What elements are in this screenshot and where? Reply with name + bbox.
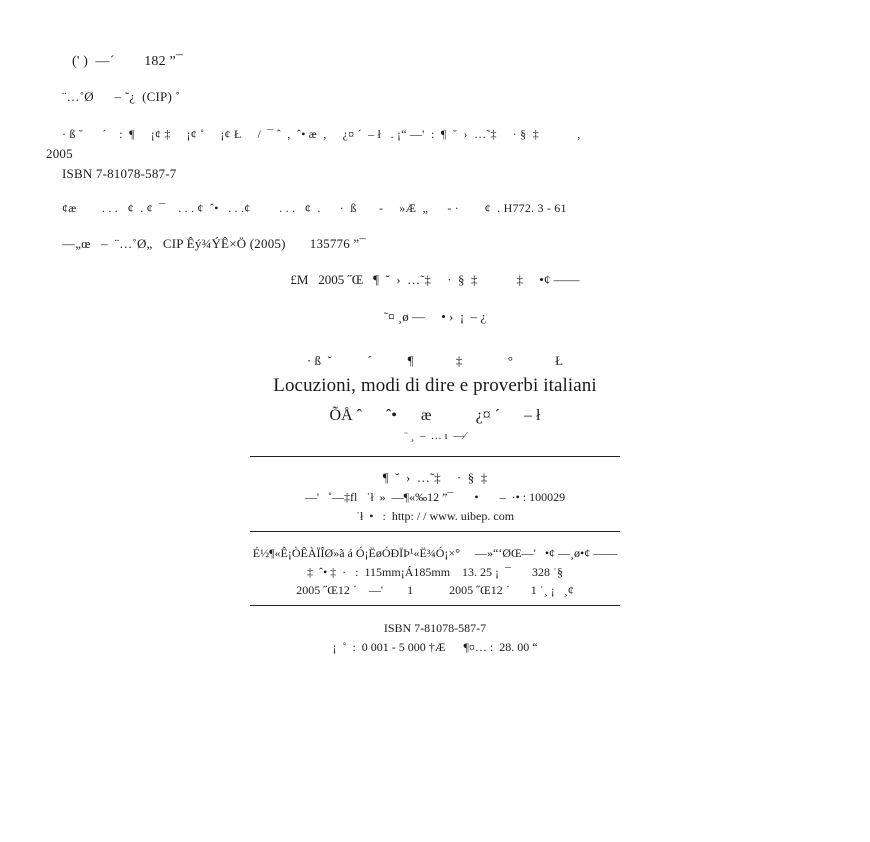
divider-top: [250, 456, 620, 457]
cip-year: 2005: [46, 146, 73, 161]
printer-line: É½¶«Ê¡ÒÊÀÏÎØ»ã á Ó¡ËøÓÐÏÞ¹«Ë¾Ó¡×° —»“‘ØŒ—' •¢ —¸ø•¢ ——: [252, 546, 618, 560]
cip-category-line: ¨…˚Ø – ˜¿ (CIP) ˚: [62, 89, 180, 104]
divider-bottom: [250, 605, 620, 606]
book-title-italian: Locuzioni, modi di dire e proverbi italiani: [273, 375, 597, 396]
design-line: ¨ ¸ – … ı —⁄: [404, 430, 466, 442]
format-line: ‡ ˆ• ‡ · : 115mm¡Á185mm 13. 25 ¡ ¯ 328 ˙§: [306, 565, 564, 579]
imprint-website: ˙ł • : http: / / www. uibep. com: [355, 509, 515, 523]
divider-middle: [250, 531, 620, 532]
footer-isbn: ISBN 7-81078-587-7: [383, 621, 487, 635]
print-run-and-price: ¡ ˚ : 0 001 - 5 000 †Æ ¶¤… : 28. 00 “: [332, 640, 538, 654]
cip-classification-line: ¢æ . . . ¢ . ¢ ¯ . . . ¢ ˆ• . . .¢ . . . ¢ . · ß - »Æ „ - · ¢ . H772. 3 - 61: [62, 201, 567, 215]
imprint-address: —' ˚—‡fl ˙ł » —¶«‰12 ”¯ • – ·• : 100029: [304, 490, 566, 504]
author-line: · ß ˘ ´ ¶ ‡ ° Ł: [306, 353, 564, 368]
editor-line: ˜¤ ¸ø — • › ¡ – ¿: [383, 309, 487, 324]
cip-description-line: · ß ˘ ´ : ¶ ¡¢ ‡ ¡¢ ˚ ¡¢ Ł / ¯ ˆ , ˆ• æ , ¿¤ ´ – ł . ¡“ —' : ¶ ˘ › …˜‡ · § ‡ ,: [62, 127, 581, 141]
cip-heading-line: (' ) —´ 182 ”¯: [72, 54, 184, 69]
cip-record-number: —„œ – ¨…˚Ø„ CIP Êý¾ÝÊ×Ö (2005) 135776 ”¯: [62, 236, 367, 251]
publisher-copyright-line: £M 2005 ˝Œ ¶ ˘ › …˜‡ · § ‡ ‡ •¢ ——: [290, 272, 580, 287]
imprint-press: ¶ ˘ › …˜‡ · § ‡: [382, 470, 488, 485]
cip-isbn: ISBN 7-81078-587-7: [62, 166, 177, 181]
edition-line: 2005 ˝Œ12 ´ —' 1 2005 ˝Œ12 ´ 1 ˙¸ ¡ ¸¢: [296, 583, 574, 597]
book-title-chinese: ÕÅ ˆ ˆ• æ ¿¤ ´ – ł: [329, 407, 541, 424]
